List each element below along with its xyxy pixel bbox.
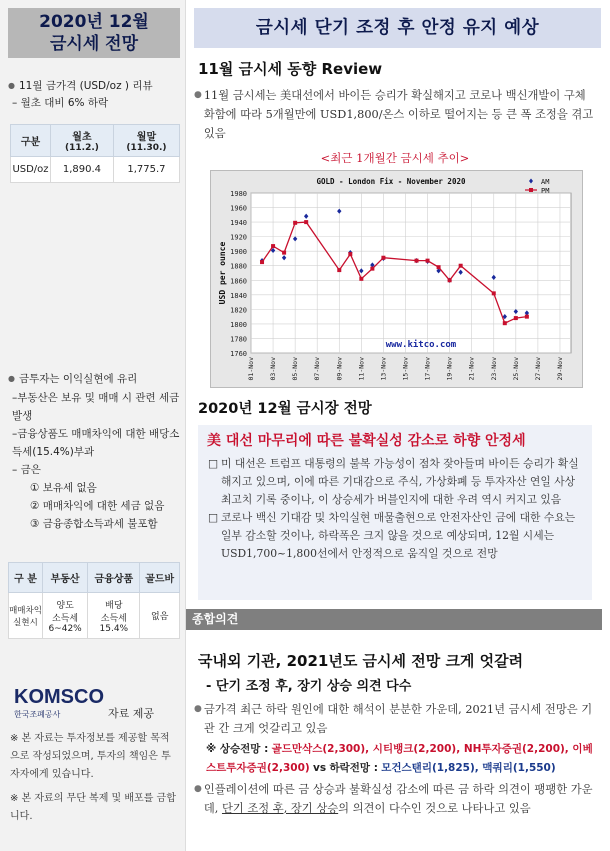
x-tick-label: 07-Nov [313,357,322,381]
gold-item: ① 보유세 없음 [30,482,97,494]
tax-table-cell: 양도 소득세 6~42% [43,593,88,639]
y-tick-label: 1820 [230,306,247,315]
x-tick-label: 25-Nov [511,357,520,381]
sidebar [0,0,186,851]
y-tick-label: 1800 [230,320,247,329]
x-tick-label: 05-Nov [291,357,300,381]
x-tick-label: 15-Nov [401,357,410,381]
tax-table-header: 부동산 [43,563,88,593]
gold-item: ② 매매차익에 대한 세금 없음 [30,500,165,512]
data-point-PM [348,252,352,256]
bullet-icon: ● [8,374,15,383]
tax-item: –부동산은 보유 및 매매 시 관련 세금 발생 [12,392,180,422]
data-point-PM [426,259,430,263]
data-point-PM [503,321,507,325]
bullet-icon: ● [8,81,15,90]
sidebar-title-line2: 금시세 전망 [49,34,139,54]
checkbox-square-icon: □ [208,457,219,470]
tax-section [8,371,182,533]
y-tick-label: 1920 [230,233,247,242]
legend-marker [529,188,533,192]
y-tick-label: 1980 [230,190,247,198]
x-tick-label: 23-Nov [489,357,498,381]
y-tick-label: 1960 [230,204,247,213]
disclaimer-note: ※ 본 자료는 투자정보를 제공할 목적으로 작성되었으며, 투자의 책임은 투자자에게 있습니다. [10,733,171,780]
tax-table-header: 구 분 [9,563,43,593]
outlook-box [198,425,592,600]
outlook-box-title: 美 대선 마무리에 따른 불확실성 감소로 하향 안정세 [207,433,526,449]
y-tick-label: 1860 [230,277,247,286]
tax-table-header: 금융상품 [88,563,140,593]
disclaimer [10,730,178,826]
legend-label: AM [541,178,550,186]
gold-item: ③ 금융종합소득과세 불포함 [30,518,158,530]
price-table-cell: USD/oz [11,157,51,183]
bullet-icon: ● [194,784,202,794]
tax-table-cell: 없음 [140,593,180,639]
legend-label: PM [541,187,550,195]
sidebar-title-line1: 2020년 12월 [39,12,149,32]
summary-paragraph-1: ● 금가격 최근 하락 원인에 대한 해석이 분분한 가운데, 2021년 금시세 전망은 기관 간 크게 엇갈리고 있음 [194,700,596,738]
data-point-PM [271,244,275,248]
review-text: 11월 금시세는 美대선에서 바이든 승리가 확실해지고 코로나 백신개발이 구체화함에 따라 5개월만에 USD1,800/온스 이하로 떨어지는 등 큰 폭 조정을 겪고 있음 [203,89,594,140]
tax-table-row-label: 매매차익 실현시 [9,593,43,639]
y-tick-label: 1880 [230,262,247,271]
data-point-PM [359,277,363,281]
rise-items: 골드만삭스(2,300), 시티뱅크(2,200), NH투자증권(2,200), 이베스트투자증권(2,300) [206,743,593,774]
x-tick-label: 17-Nov [423,357,432,381]
price-table-header-1: 월초 (11.2.) [51,125,114,157]
x-tick-label: 13-Nov [379,357,388,381]
bullet-icon: ● [194,90,202,100]
x-tick-label: 09-Nov [335,357,344,381]
x-tick-label: 27-Nov [533,357,542,381]
outlook-item: □ 코로나 백신 기대감 및 차익실현 매물출현으로 안전자산인 금에 대한 수요는 일부 감소할 것이나, 하락폭은 크지 않을 것으로 예상되며, 12월 시세는 USD1,700~1,800선에서 안정적으로 움직일 것으로 전망 [198,509,592,563]
tax-item: – 금은 [12,464,41,476]
x-tick-label: 19-Nov [445,357,454,381]
x-tick-label: 11-Nov [357,357,366,381]
y-axis-label: USD per ounce [218,241,227,305]
tax-heading: 금투자는 이익실현에 유리 [18,373,138,385]
komsco-logo: KOMSCO 한국조폐공사 [14,686,104,719]
price-table-header-2: 월말 (11.30.) [113,125,179,157]
underlined-phrase: 단기 조정 후, 장기 상승 [221,802,339,815]
data-point-PM [459,264,463,268]
chart-title: GOLD - London Fix - November 2020 [316,177,466,186]
y-tick-label: 1940 [230,219,247,228]
outlook-heading: 2020년 12월 금시장 전망 [198,401,372,417]
price-table-cell: 1,890.4 [51,157,114,183]
y-tick-label: 1900 [230,248,247,257]
data-point-PM [492,291,496,295]
rise-label: ※ 상승전망 : [206,743,269,755]
summary-headline: 국내외 기관, 2021년도 금시세 전망 크게 엇갈려 [198,652,524,670]
data-point-PM [337,268,341,272]
page-title: 금시세 단기 조정 후 안정 유지 예상 [194,8,601,48]
plot-area [251,193,571,353]
review-paragraph [194,86,596,143]
forecast-list [206,740,596,778]
sidebar-title [8,8,180,58]
chart-svg [211,171,584,389]
fall-label: 하락전망 : [329,762,378,774]
disclaimer-note: ※ 본 자료의 무단 복제 및 배포를 금합니다. [10,793,176,822]
summary-subheadline: - 단기 조정 후, 장기 상승 의견 다수 [206,679,412,694]
summary-section-bar: 종합의견 [186,609,602,630]
summary-paragraph-2: ● 인플레이션에 따른 금 상승과 불확실성 감소에 따른 금 하락 의견이 팽팽한 가운데, 단기 조정 후, 장기 상승의 의견이 다수인 것으로 나타나고 있음 [194,780,596,818]
data-point-PM [525,315,529,319]
legend-marker [529,179,533,184]
data-point-PM [282,251,286,255]
tax-table-header: 골드바 [140,563,180,593]
chart-caption: <최근 1개월간 금시세 추이> [320,151,470,165]
data-point-PM [448,278,452,282]
data-point-PM [437,265,441,269]
price-table-header-0: 구분 [11,125,51,157]
price-heading: 11월 금가격 (USD/oz ) 리뷰 [18,80,153,92]
data-point-PM [260,260,264,264]
watermark: www.kitco.com [385,340,457,350]
data-point-PM [304,220,308,224]
tax-item: –금융상품도 매매차익에 대한 배당소득세(15.4%)부과 [12,428,180,458]
review-heading: 11월 금시세 동향 Review [198,60,383,78]
price-review-section [8,78,182,112]
gold-price-chart [210,170,583,388]
data-point-PM [514,316,518,320]
y-tick-label: 1760 [230,350,247,358]
x-tick-label: 01-Nov [247,357,255,381]
source-label: 자료 제공 [108,707,155,720]
data-point-PM [293,221,297,225]
tax-table-cell: 배당 소득세 15.4% [88,593,140,639]
fall-items: 모건스탠리(1,825), 맥쿼리(1,550) [381,762,556,774]
bullet-icon: ● [194,704,202,714]
data-point-PM [370,267,374,271]
outlook-item: □ 미 대선은 트럼프 대통령의 불복 가능성이 점차 잦아들며 바이든 승리가 확실해지고 있으며, 이에 따른 기대감으로 주식, 가상화폐 등 투자자산 연일 사상 최고치 기록 중이나, 이 상승세가 버블인지에 대한 우려 역시 커지고 있음 [198,455,592,509]
price-table-cell: 1,775.7 [113,157,179,183]
tax-compare-table [8,562,180,639]
price-table [10,124,180,183]
vs-label: vs [313,762,327,774]
data-point-PM [415,259,419,263]
y-tick-label: 1840 [230,291,247,300]
data-point-PM [381,256,385,260]
checkbox-square-icon: □ [208,511,219,524]
y-tick-label: 1780 [230,335,247,344]
x-tick-label: 21-Nov [467,357,476,381]
x-tick-label: 03-Nov [269,357,278,381]
x-tick-label: 29-Nov [555,357,564,381]
price-change: – 월초 대비 6% 하락 [12,97,109,109]
